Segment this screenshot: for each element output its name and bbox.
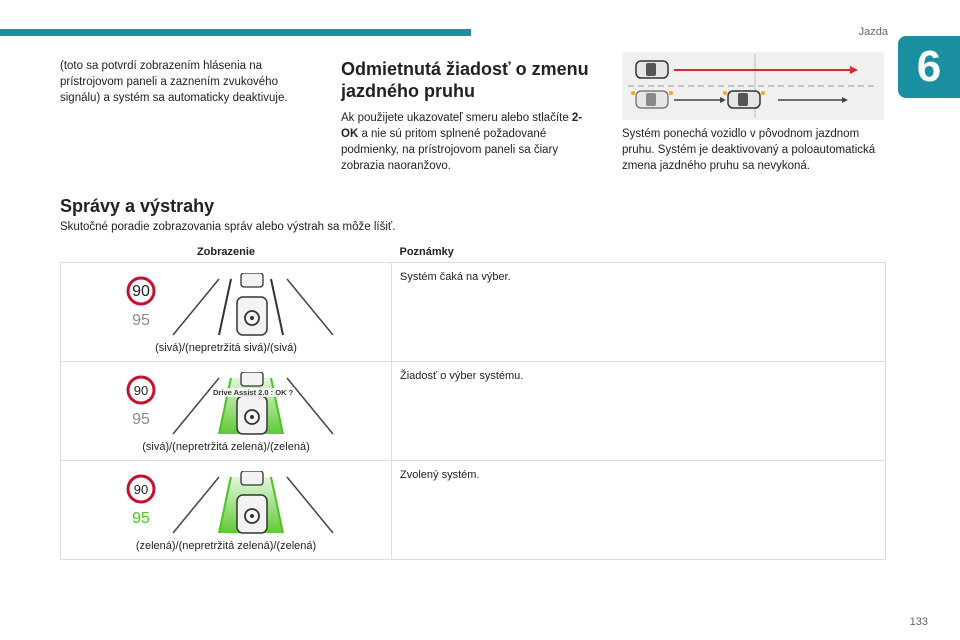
assist-request-banner: Drive Assist 2.0 : OK ? xyxy=(213,388,294,397)
button-name-2-ok: 2-OK xyxy=(341,112,583,140)
lane-keep-text: Systém ponechá vozidlo v pôvodnom jazdnom pruhu. Systém je deaktivovaný a poloautomatická zmena jazdného pruhu sa nevykoná. xyxy=(622,128,876,172)
refused-text: Ak použijete ukazovateľ smeru alebo stlačíte 2-OK a nie sú pritom splnené požadované podmienky, na prístrojovom paneli sa čiary zobrazia naoranžovo. xyxy=(341,112,583,172)
section-heading-refused: Odmietnutá žiadosť o zmenu jazdného pruhu xyxy=(341,59,589,101)
set-speed-value: 95 xyxy=(132,510,150,527)
chapter-progress-bar xyxy=(0,29,471,36)
section-heading-messages: Správy a výstrahy xyxy=(60,196,215,216)
chapter-name: Jazda xyxy=(858,26,888,38)
column-2 xyxy=(341,58,596,174)
set-speed-value: 95 xyxy=(132,312,150,329)
display-cell xyxy=(61,362,392,461)
column-header-notes: Poznámky xyxy=(399,246,454,258)
section-intro: Skutočné poradie zobrazovania správ alebo výstrah sa môže líšiť. xyxy=(60,221,396,233)
display-caption: (sivá)/(nepretržitá sivá)/(sivá) xyxy=(155,342,297,354)
note-cell: Zvolený systém. xyxy=(392,461,886,560)
note-cell: Systém čaká na výber. xyxy=(392,263,886,362)
messages-table xyxy=(60,242,886,560)
display-caption: (sivá)/(nepretržitá zelená)/(zelená) xyxy=(142,441,310,453)
speed-limit-value: 90 xyxy=(133,383,149,398)
table-header-row xyxy=(61,242,886,263)
continued-text: (toto sa potvrdí zobrazením hlásenia na prístrojovom paneli a zaznením zvukového signálu) a systém sa automaticky deaktivuje. xyxy=(60,60,288,104)
note-cell: Žiadosť o výber systému. xyxy=(392,362,886,461)
column-header-display: Zobrazenie xyxy=(196,246,256,258)
page-number: 133 xyxy=(909,616,928,628)
table-row xyxy=(61,263,886,362)
lane-change-figure xyxy=(622,52,884,120)
display-cell xyxy=(61,461,392,560)
column-1 xyxy=(60,58,315,106)
display-caption: (zelená)/(nepretržitá zelená)/(zelená) xyxy=(135,540,317,552)
display-cell xyxy=(61,263,392,362)
table-row xyxy=(61,461,886,560)
column-3 xyxy=(622,52,884,174)
set-speed-value: 95 xyxy=(132,411,150,428)
chapter-tab: 6 xyxy=(898,36,960,98)
table-row xyxy=(61,362,886,461)
speed-limit-value: 90 xyxy=(132,283,150,300)
speed-limit-value: 90 xyxy=(133,482,149,497)
